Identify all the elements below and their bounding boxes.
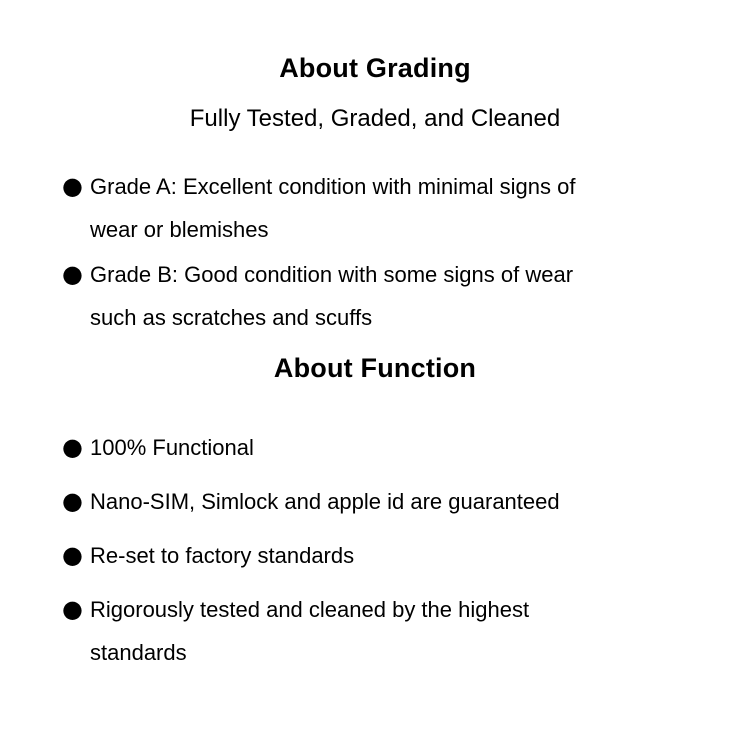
list-item <box>62 165 710 251</box>
function-section-title: About Function <box>273 353 477 383</box>
bullet-icon: ● <box>62 487 83 515</box>
bullet-icon: ● <box>62 172 83 200</box>
list-item-text <box>90 534 710 577</box>
list-item-line: wear or blemishes <box>90 217 269 242</box>
list-item-line: Grade A: Excellent condition with minimal signs of <box>90 174 576 199</box>
bullet-icon: ● <box>62 260 83 288</box>
bullet-icon: ● <box>62 595 83 623</box>
list-item <box>62 588 710 674</box>
bullet-icon: ● <box>62 541 83 569</box>
list-item-line: such as scratches and scuffs <box>90 305 373 330</box>
bullet-icon: ● <box>62 433 83 461</box>
list-item <box>62 534 710 577</box>
list-item-text <box>90 480 710 523</box>
list-item-line: standards <box>90 640 187 665</box>
list-item-text <box>90 165 710 251</box>
list-item-text <box>90 588 710 674</box>
list-item-text <box>90 253 710 339</box>
list-item-line: Rigorously tested and cleaned by the highest <box>90 597 530 622</box>
list-item-line: Nano-SIM, Simlock and apple id are guaranteed <box>90 489 560 514</box>
list-item-line: Grade B: Good condition with some signs of wear <box>90 262 574 287</box>
grading-section-title: About Grading <box>279 53 471 83</box>
list-item <box>62 426 710 469</box>
grading-subtitle: Fully Tested, Graded, and Cleaned <box>189 105 561 132</box>
function-list <box>0 426 750 674</box>
list-item-line: 100% Functional <box>90 435 254 460</box>
list-item <box>62 253 710 339</box>
list-item-text <box>90 426 710 469</box>
list-item <box>62 480 710 523</box>
grading-list <box>0 165 750 339</box>
list-item-line: Re-set to factory standards <box>90 543 355 568</box>
